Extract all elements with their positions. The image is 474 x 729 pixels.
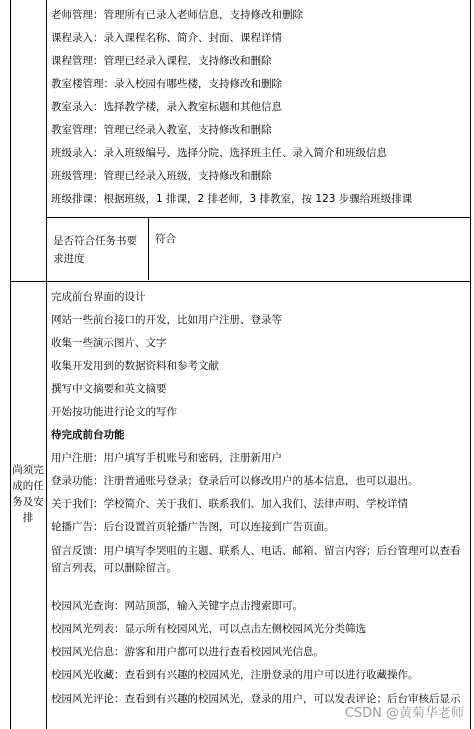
- front-feature: 留言反馈：用户填写李哭咀的主题、联系人、电话、邮箱、留言内容；后台管理可以查看留言列表，可以删除留言。: [51, 545, 461, 574]
- feature-line: 教室楼管理：录入校园有哪些楼，支持修改和删除: [51, 78, 282, 90]
- front-feature: 用户注册：用户填写手机账号和密码，注册新用户: [51, 452, 282, 464]
- front-feature: 关于我们：学校简介、关于我们、联系我们、加入我们、法律声明、学校详情: [51, 498, 408, 510]
- front-feature: 校园风光收藏：查看到有兴趣的校园风光，注册登录的用户可以进行收藏操作。: [51, 669, 419, 681]
- feature-line: 课程录入：录入课程名称、简介、封面、课程详情: [51, 32, 282, 44]
- pending-subtitle: 待完成前台功能: [51, 429, 125, 441]
- task-line: 完成前台界面的设计: [51, 291, 146, 303]
- task-line: 收集开发用到的数据资料和参考文献: [51, 360, 219, 372]
- feature-line: 班级排课：根据班级，1 排课，2 排老师，3 排教室，按 123 步骤给班级排课: [51, 193, 413, 205]
- progress-value: 符合: [155, 233, 176, 245]
- feature-line: 课程管理：管理已经录入课程，支持修改和删除: [51, 55, 272, 67]
- progress-divider: [148, 218, 149, 280]
- task-line: 网站一些前台接口的开发，比如用户注册、登录等: [51, 314, 282, 326]
- progress-label: 是否符合任务书要求进度: [53, 235, 137, 265]
- report-table: [10, 0, 471, 729]
- front-feature: 校园风光列表：显示所有校园风光，可以点击左侧校园风光分类筛选: [51, 623, 366, 635]
- feature-line: 老师管理：管理所有已录入老师信息，支持修改和删除: [51, 9, 303, 21]
- pending-label: 尚须完成的任务及安排: [12, 464, 44, 524]
- front-feature: 校园风光信息：游客和用户都可以进行查看校园风光信息。: [51, 646, 324, 658]
- front-feature: 登录功能：注册普通账号登录；登录后可以修改用户的基本信息，也可以退出。: [51, 475, 419, 487]
- task-line: 收集一些演示图片、文字: [51, 337, 167, 349]
- front-feature: 校园风光查询：网站顶部，输入关键字点击搜索即可。: [51, 600, 303, 612]
- pending-tasks: [47, 282, 471, 729]
- front-feature: 轮播广告：后台设置首页轮播广告图，可以连接到广告页面。: [51, 521, 335, 533]
- task-line: 撰写中文摘要和英文摘要: [51, 383, 167, 395]
- progress-row: [47, 218, 471, 280]
- front-feature: 校园风光评论：查看到有兴趣的校园风光，登录的用户，可以发表评论；后台审核后显示: [51, 693, 461, 705]
- task-line: 开始按功能进行论文的写作: [51, 406, 177, 418]
- feature-line: 班级录入：录入班级编号、选择分院、选择班主任、录入简介和班级信息: [51, 147, 387, 159]
- watermark: CSDN @黄菊华老师: [344, 706, 464, 721]
- feature-line: 教室录入：选择教学楼，录入教室标题和其他信息: [51, 101, 282, 113]
- section-feature-list: [47, 0, 471, 215]
- feature-line: 班级管理：管理已经录入班级，支持修改和删除: [51, 170, 272, 182]
- feature-line: 教室管理：管理已经录入教室，支持修改和删除: [51, 124, 272, 136]
